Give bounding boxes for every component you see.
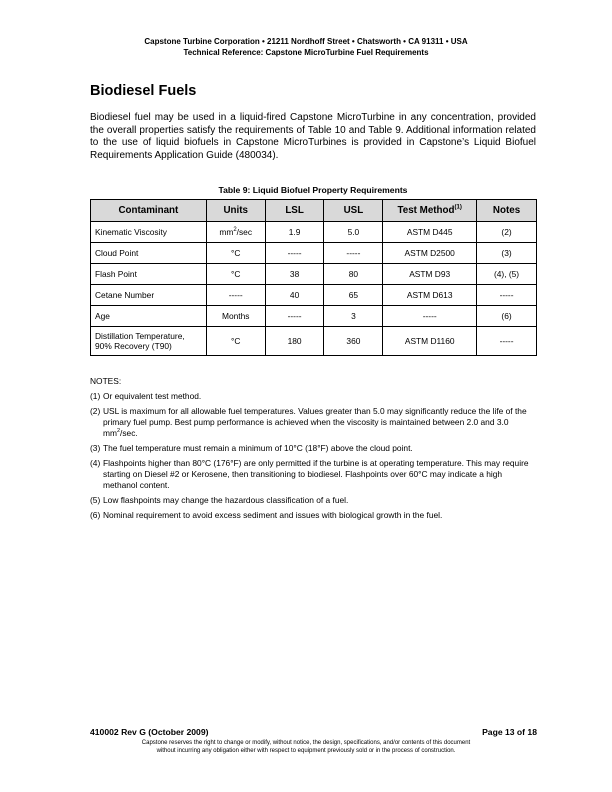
page-number: Page 13 of 18 [482, 727, 537, 737]
col-header-notes: Notes [477, 200, 537, 222]
cell-test-method: ASTM D613 [383, 285, 477, 306]
note-item [90, 443, 537, 454]
cell-notes: ----- [477, 327, 537, 356]
cell-contaminant: Age [91, 306, 207, 327]
table-header-row [91, 200, 537, 222]
units-base: mm [219, 227, 234, 237]
cell-test-method: ASTM D445 [383, 222, 477, 243]
cell-contaminant: Flash Point [91, 264, 207, 285]
disclaimer-line: Capstone reserves the right to change or modify, without notice, the design, specifications, and/or contents of this document [141, 740, 471, 746]
page-header [0, 37, 612, 58]
cell-test-method: ASTM D93 [383, 264, 477, 285]
cell-lsl: 40 [265, 285, 324, 306]
table-caption: Table 9: Liquid Biofuel Property Requirements [218, 185, 408, 195]
cell-lsl: ----- [265, 243, 324, 264]
cell-contaminant: Cetane Number [91, 285, 207, 306]
table-row [91, 264, 537, 285]
note-item [90, 406, 537, 439]
notes-section [90, 376, 537, 525]
note-text: Nominal requirement to avoid excess sediment and issues with biological growth in the fuel. [103, 510, 443, 520]
note-item [90, 458, 537, 491]
note-text-end: /sec. [120, 428, 138, 438]
cell-units: ----- [206, 285, 265, 306]
note-number: (4) [90, 458, 101, 468]
col-header-contaminant: Contaminant [91, 200, 207, 222]
table-row [91, 222, 537, 243]
note-item [90, 391, 537, 402]
note-number: (5) [90, 495, 101, 505]
table-row [91, 243, 537, 264]
contaminant-line: Distillation Temperature, [95, 331, 185, 341]
note-text: Or equivalent test method. [103, 391, 202, 401]
cell-units: °C [206, 264, 265, 285]
note-number: (3) [90, 443, 101, 453]
cell-notes: (2) [477, 222, 537, 243]
cell-notes: ----- [477, 285, 537, 306]
note-number: (6) [90, 510, 101, 520]
cell-contaminant: Kinematic Viscosity [91, 222, 207, 243]
note-superscript: 2 [116, 428, 121, 435]
cell-units: °C [206, 327, 265, 356]
cell-lsl: ----- [265, 306, 324, 327]
cell-lsl: 38 [265, 264, 324, 285]
cell-usl: ----- [324, 243, 383, 264]
note-item [90, 495, 537, 506]
note-text: The fuel temperature must remain a minimum of 10°C (18°F) above the cloud point. [103, 443, 413, 453]
col-header-lsl: LSL [265, 200, 324, 222]
cell-notes: (6) [477, 306, 537, 327]
table-row [91, 327, 537, 356]
cell-usl: 65 [324, 285, 383, 306]
cell-contaminant: Cloud Point [91, 243, 207, 264]
cell-lsl: 180 [265, 327, 324, 356]
cell-usl: 5.0 [324, 222, 383, 243]
document-id: 410002 Rev G (October 2009) [90, 727, 209, 737]
note-item [90, 510, 537, 521]
note-text: USL is maximum for all allowable fuel temperatures. Values greater than 5.0 may significantly reduce the life of the primary fuel pump. Best pump performance is achieved when the viscosity is maintained between 2.0 and 3.0 mm [103, 406, 527, 438]
cell-notes: (4), (5) [477, 264, 537, 285]
cell-usl: 3 [324, 306, 383, 327]
contaminant-line: 90% Recovery (T90) [95, 341, 172, 351]
cell-usl: 360 [324, 327, 383, 356]
cell-units [206, 222, 265, 243]
col-header-test-method [383, 200, 477, 222]
note-text: Flashpoints higher than 80°C (176°F) are only permitted if the turbine is at operating temperature. This may require starting on Diesel #2 or Kerosene, then transitioning to biodiesel. Flashpoints over 60°C may indicate a high methanol content. [103, 458, 529, 490]
table-row [91, 285, 537, 306]
cell-units: °C [206, 243, 265, 264]
units-sup: 2 [233, 227, 237, 234]
note-number: (2) [90, 406, 101, 416]
biofuel-property-table [90, 199, 537, 356]
cell-test-method: ----- [383, 306, 477, 327]
cell-usl: 80 [324, 264, 383, 285]
footer-disclaimer [0, 740, 612, 756]
header-company-line: Capstone Turbine Corporation • 21211 Nordhoff Street • Chatsworth • CA 91311 • USA [144, 37, 468, 46]
test-method-footnote: (1) [454, 204, 462, 211]
cell-lsl: 1.9 [265, 222, 324, 243]
col-header-units: Units [206, 200, 265, 222]
cell-notes: (3) [477, 243, 537, 264]
cell-units: Months [206, 306, 265, 327]
section-title: Biodiesel Fuels [90, 83, 197, 99]
disclaimer-line: without incurring any obligation either with respect to equipment previously sold or in the process of construction. [156, 747, 456, 754]
table-row [91, 306, 537, 327]
col-header-usl: USL [324, 200, 383, 222]
note-text: Low flashpoints may change the hazardous classification of a fuel. [103, 495, 349, 505]
cell-test-method: ASTM D2500 [383, 243, 477, 264]
header-reference-line: Technical Reference: Capstone MicroTurbine Fuel Requirements [183, 47, 429, 57]
cell-test-method: ASTM D1160 [383, 327, 477, 356]
note-number: (1) [90, 391, 101, 401]
intro-paragraph: Biodiesel fuel may be used in a liquid-fired Capstone MicroTurbine in any concentration, provided the overall properties satisfy the requirements of Table 10 and Table 9. Additional information related to the use of liquid biofuels in Capstone MicroTurbines is provided in Capstone’s Liquid Biofuel Requirements Application Guide (480034). [90, 112, 536, 161]
cell-contaminant [91, 327, 207, 356]
units-rest: /sec [236, 227, 253, 237]
notes-title: NOTES: [90, 376, 122, 386]
test-method-label: Test Method [397, 205, 455, 216]
